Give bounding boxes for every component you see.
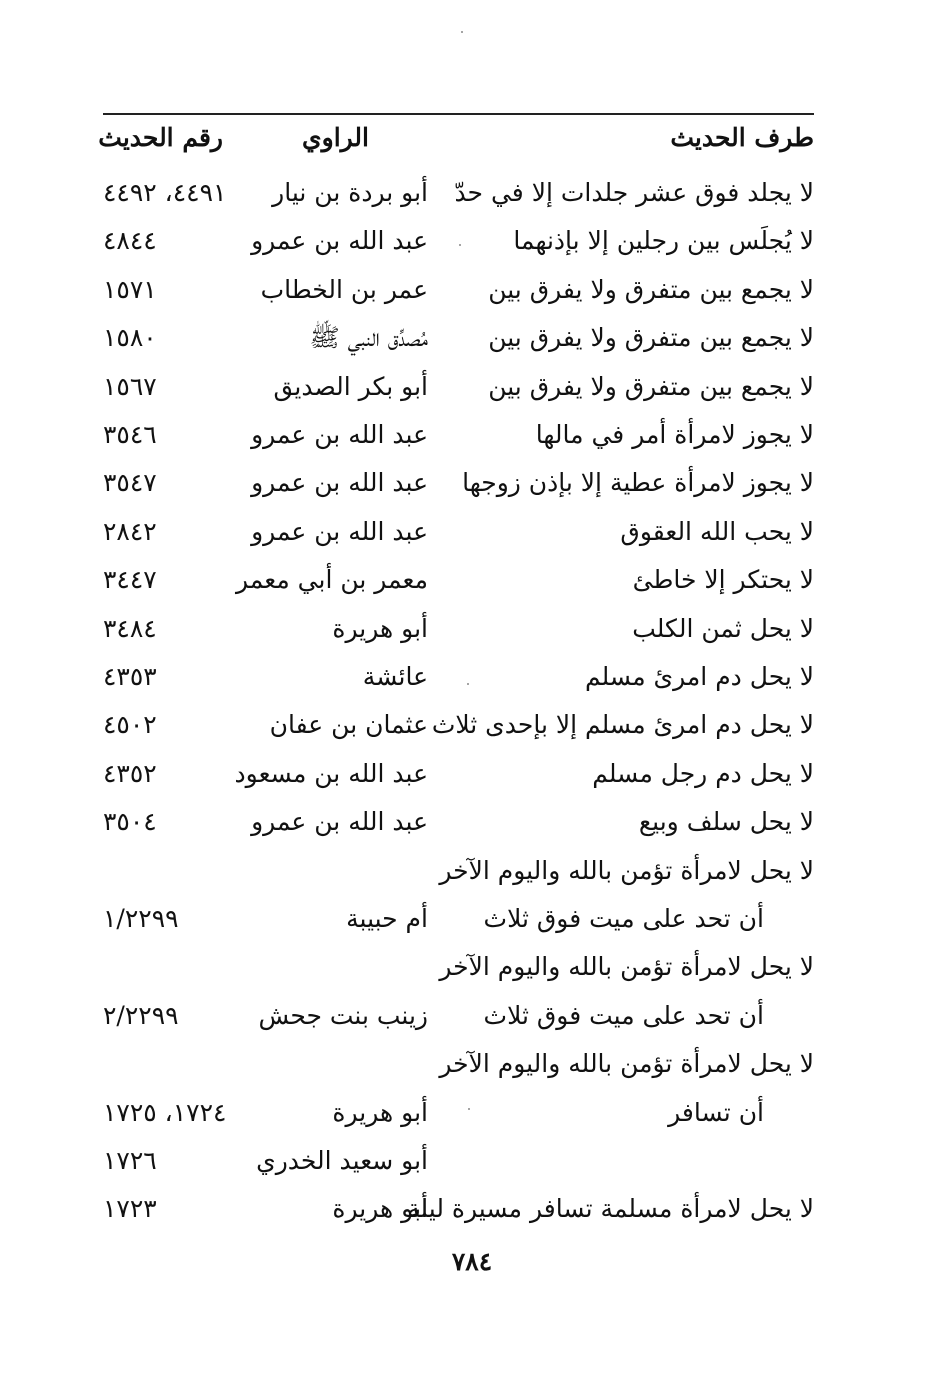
narrator-text: أبو بكر الصديق — [273, 372, 428, 401]
narrator-text: أبو سعيد الخدري — [256, 1146, 428, 1175]
narrator-text: عثمان بن عفان — [269, 710, 428, 739]
hadith-number-text: ١٧٢٤، ١٧٢٥ — [103, 1098, 227, 1127]
hadith-start-text: لا يحل سلف وبيع — [638, 807, 814, 836]
narrator-text: أم حبيبة — [346, 904, 428, 933]
hadith-number-text: ٣٤٤٧ — [103, 565, 157, 594]
hadith-number-text: ٤٨٤٤ — [103, 226, 157, 255]
hadith-number-text: ٢٨٤٢ — [103, 517, 157, 546]
narrator-text: عبد الله بن عمرو — [251, 468, 428, 497]
hadith-number-text: ١٥٧١ — [103, 275, 157, 304]
scan-speck — [461, 31, 463, 33]
hadith-number-text: ٤٥٠٢ — [103, 710, 157, 739]
hadith-start-text: أن تحد على ميت فوق ثلاث — [483, 1001, 764, 1030]
scan-speck — [467, 683, 469, 685]
hadith-start-text: لا يحل ثمن الكلب — [632, 614, 814, 643]
narrator-text: معمر بن أبي معمر — [236, 565, 428, 594]
page-number: ٧٨٤ — [451, 1247, 493, 1276]
hadith-start-text: أن تسافر — [668, 1098, 764, 1127]
hadith-number-text: ١/٢٢٩٩ — [103, 904, 179, 933]
hadith-number-text: ١٥٨٠ — [103, 323, 157, 352]
narrator-text: عبد الله بن عمرو — [251, 226, 428, 255]
narrator-text: أبو هريرة — [332, 614, 428, 643]
hadith-number-text: ٣٥٠٤ — [103, 807, 157, 836]
narrator-text: عائشة — [362, 662, 428, 691]
hadith-number-text: ٣٥٤٦ — [103, 420, 157, 449]
hadith-start-text: لا يُجلَس بين رجلين إلا بإذنهما — [513, 226, 814, 255]
narrator-text: عبد الله بن مسعود — [234, 759, 428, 788]
header-hadith-number: رقم الحديث — [98, 123, 223, 152]
scan-speck — [468, 1108, 470, 1110]
narrator-text: عمر بن الخطاب — [260, 275, 428, 304]
hadith-start-text: لا يجوز لامرأة عطية إلا بإذن زوجها — [462, 468, 814, 497]
hadith-start-text: لا يحتكر إلا خاطئ — [632, 565, 814, 594]
scan-speck — [459, 244, 461, 246]
narrator-text: عبد الله بن عمرو — [251, 517, 428, 546]
narrator-text: أبو بردة بن نيار — [272, 178, 428, 207]
narrator-text: عبد الله بن عمرو — [251, 807, 428, 836]
hadith-start-text: لا يحل دم امرئ مسلم إلا بإحدى ثلاث — [431, 710, 814, 739]
hadith-start-text: لا يجلد فوق عشر جلدات إلا في حدّ — [454, 178, 814, 207]
hadith-start-text: أن تحد على ميت فوق ثلاث — [483, 904, 764, 933]
narrator-text: عبد الله بن عمرو — [251, 420, 428, 449]
hadith-number-text: ٣٥٤٧ — [103, 468, 157, 497]
hadith-number-text: ٤٣٥٢ — [103, 759, 157, 788]
header-narrator: الراوي — [302, 123, 369, 152]
hadith-start-text: لا يحل لامرأة تؤمن بالله واليوم الآخر — [439, 1049, 814, 1078]
hadith-number-text: ١٥٦٧ — [103, 372, 157, 401]
hadith-number-text: ٤٤٩١، ٤٤٩٢ — [103, 178, 227, 207]
hadith-start-text: لا يجمع بين متفرق ولا يفرق بين — [488, 275, 814, 304]
hadith-start-text: لا يجمع بين متفرق ولا يفرق بين — [488, 372, 814, 401]
narrator-text: أبو هريرة — [332, 1098, 428, 1127]
hadith-start-text: لا يحل لامرأة تؤمن بالله واليوم الآخر — [439, 952, 814, 981]
hadith-number-text: ١٧٢٦ — [103, 1146, 157, 1175]
narrator-text: مُصدِّق النبي ﷺ — [309, 323, 428, 352]
hadith-number-text: ٤٣٥٣ — [103, 662, 157, 691]
hadith-number-text: ١٧٢٣ — [103, 1194, 157, 1223]
hadith-number-text: ٢/٢٢٩٩ — [103, 1001, 179, 1030]
header-hadith-start: طرف الحديث — [670, 123, 814, 152]
narrator-text: زينب بنت جحش — [258, 1001, 428, 1030]
hadith-start-text: لا يحب الله العقوق — [620, 517, 814, 546]
hadith-start-text: لا يجوز لامرأة أمر في مالها — [535, 420, 814, 449]
hadith-start-text: لا يجمع بين متفرق ولا يفرق بين — [488, 323, 814, 352]
hadith-start-text: لا يحل دم امرئ مسلم — [585, 662, 814, 691]
hadith-start-text: لا يحل لامرأة مسلمة تسافر مسيرة ليلة — [407, 1194, 814, 1223]
hadith-start-text: لا يحل لامرأة تؤمن بالله واليوم الآخر — [439, 856, 814, 885]
narrator-text: أبو هريرة — [332, 1194, 428, 1223]
hadith-number-text: ٣٤٨٤ — [103, 614, 157, 643]
hadith-start-text: لا يحل دم رجل مسلم — [592, 759, 814, 788]
